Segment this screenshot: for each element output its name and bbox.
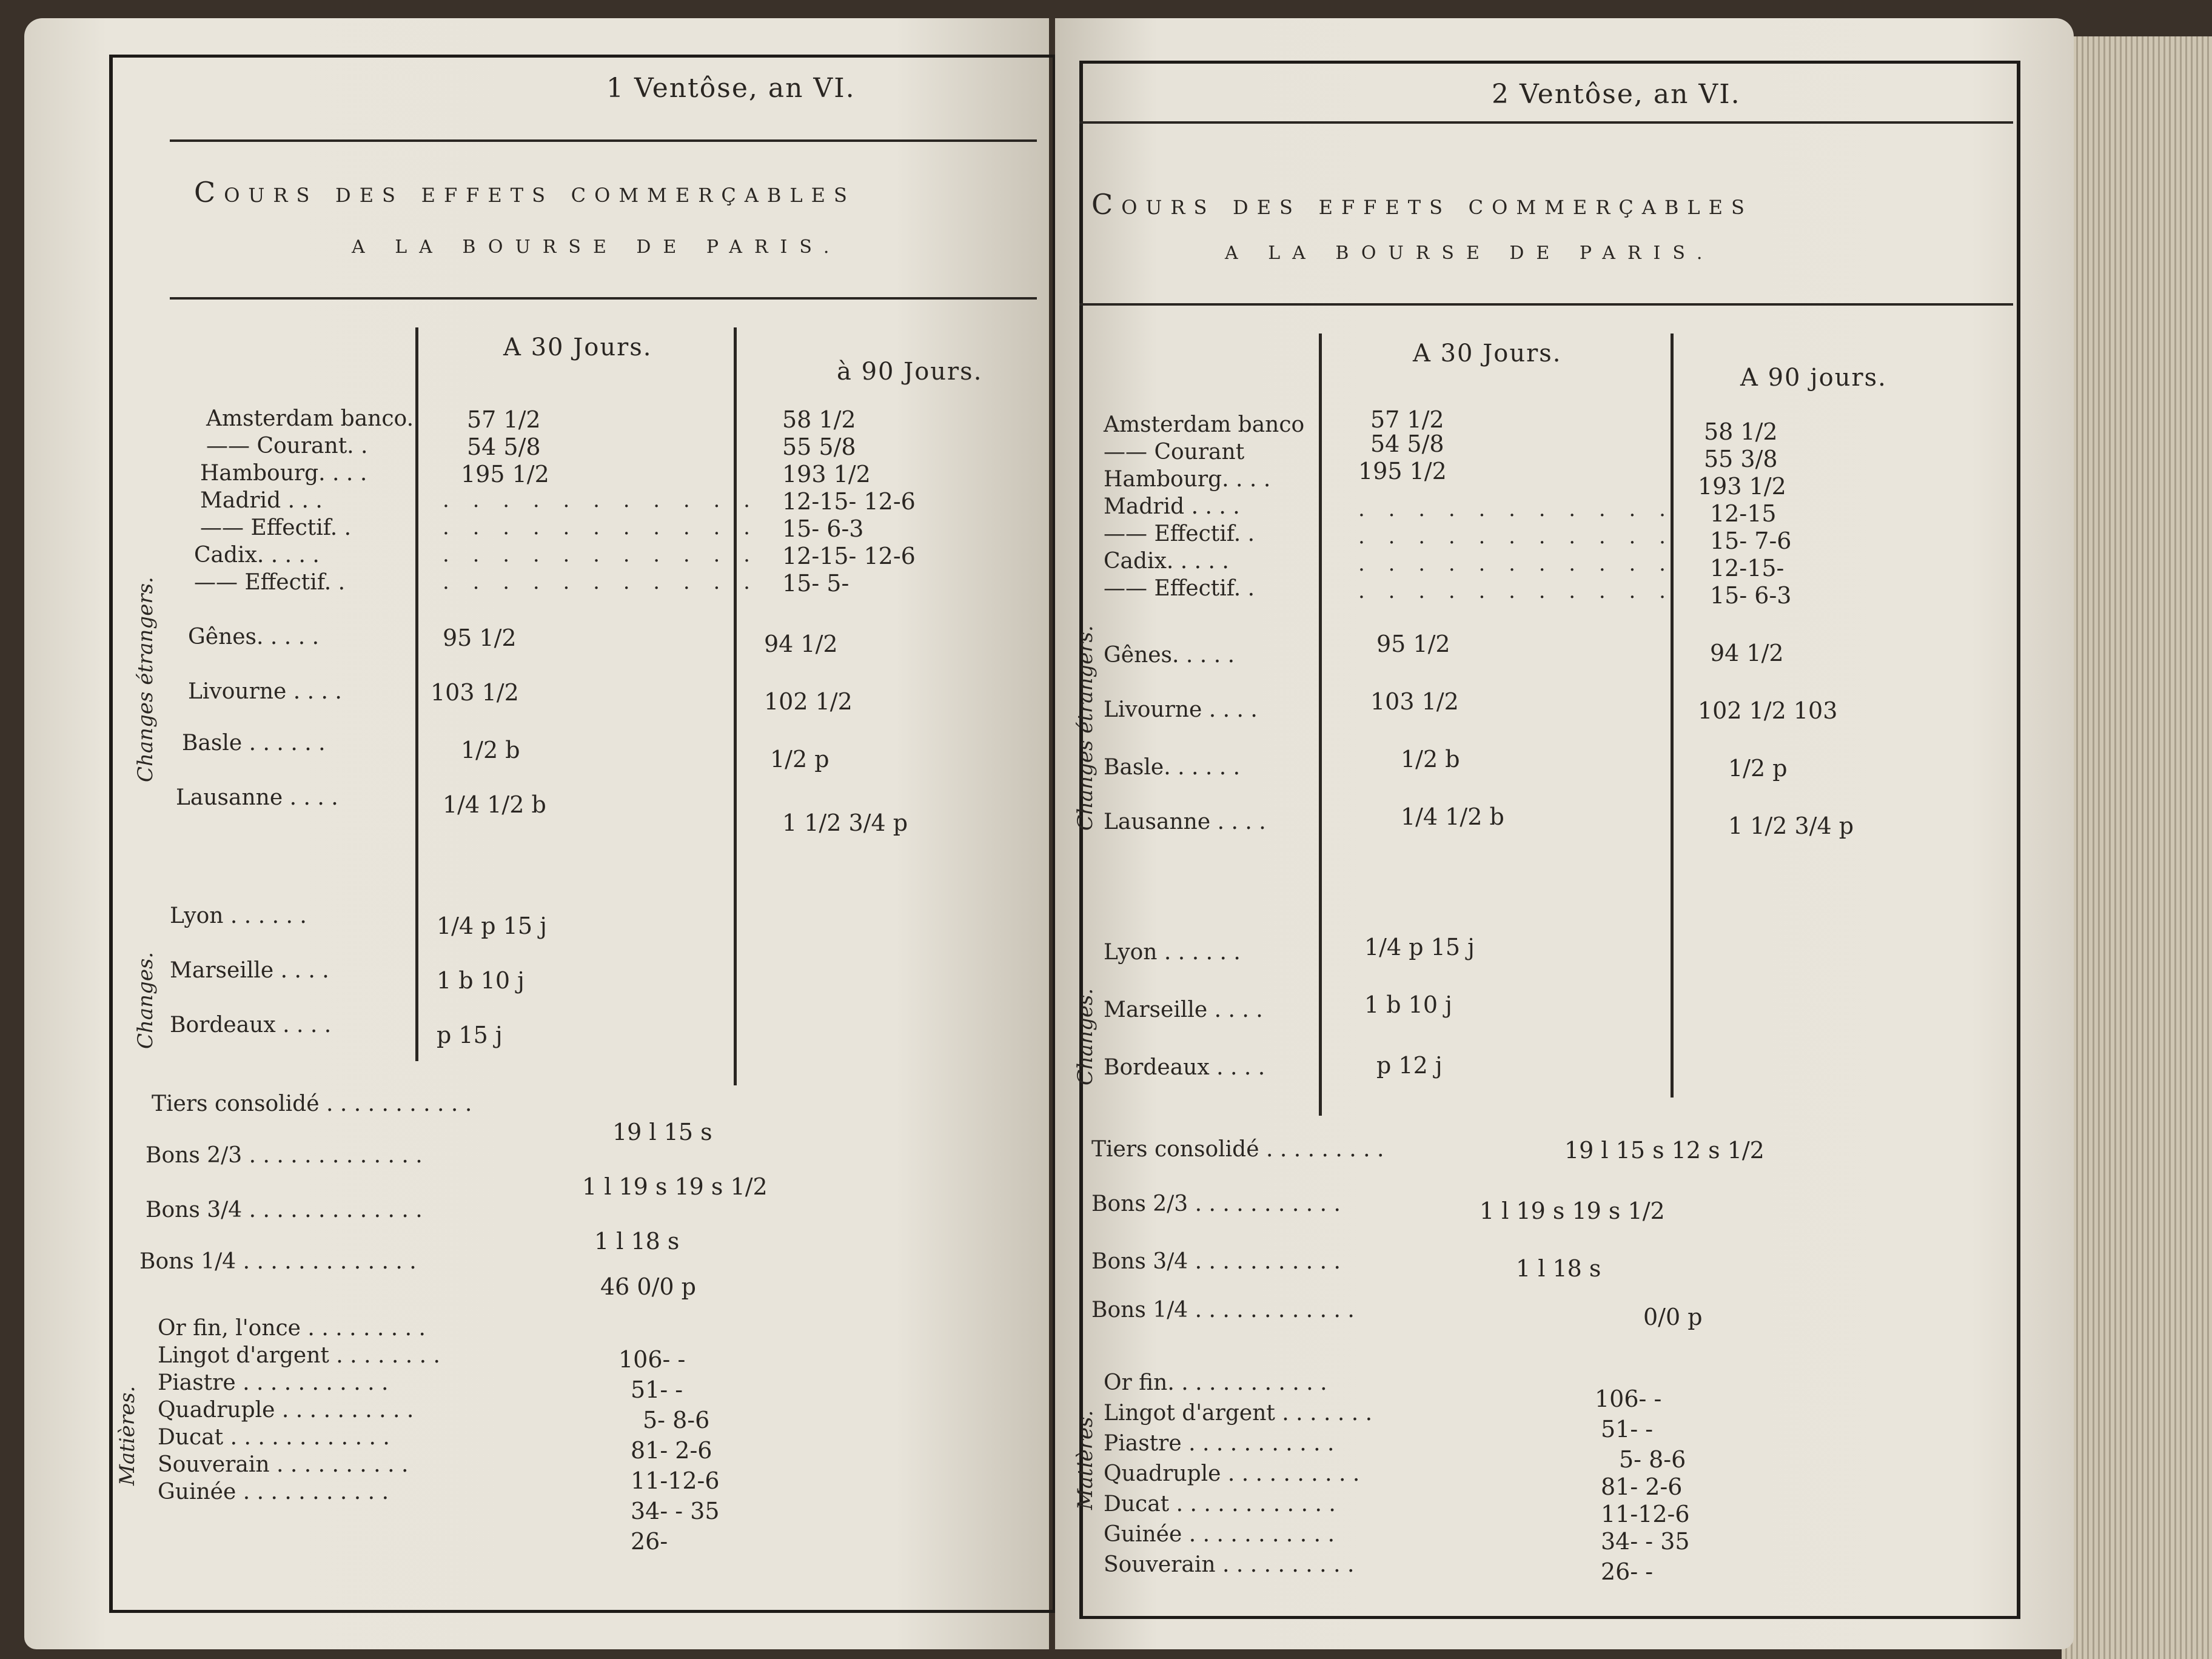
left-page-date: 1 Ventôse, an VI.	[606, 73, 856, 104]
left-row-v90: 12-15- 12-6	[782, 543, 916, 569]
right-row-v90: 102 1/2 103	[1698, 697, 1838, 724]
right-row-v90: 15- 7-6	[1710, 528, 1792, 554]
right-col-30-header: A 30 Jours.	[1413, 340, 1562, 367]
left-row-label: Hambourg. . . .	[200, 461, 367, 486]
left-row-label: —— Effectif. .	[200, 515, 352, 540]
right-domestic-label: Lyon . . . . . .	[1104, 940, 1241, 965]
right-row-v90: 1 1/2 3/4 p	[1728, 813, 1854, 839]
right-row-label: —— Effectif. .	[1104, 576, 1255, 601]
left-metal-value: 51- -	[631, 1376, 683, 1403]
right-row-label: Livourne . . . .	[1104, 697, 1258, 722]
right-row-v90: 12-15-	[1710, 555, 1785, 581]
right-row-label: Basle. . . . . .	[1104, 755, 1241, 780]
left-col-divider-1	[415, 327, 418, 1061]
right-row-v30: . . . . . . . . . . .	[1358, 525, 1674, 549]
right-row-label: Amsterdam banco	[1104, 412, 1305, 437]
right-fund-value: 1 l 19 s 19 s 1/2	[1480, 1198, 1665, 1224]
right-page-subtitle: A LA BOURSE DE PARIS.	[1225, 243, 1715, 264]
right-col-divider-1	[1319, 333, 1322, 1116]
left-row-label: Livourne . . . .	[188, 679, 342, 704]
left-metal-value: 26-	[631, 1528, 668, 1555]
right-row-label: Gênes. . . . .	[1104, 643, 1235, 668]
right-page-date: 2 Ventôse, an VI.	[1492, 79, 1741, 110]
left-row-v90: 15- 5-	[782, 570, 850, 597]
left-row-v90: 1 1/2 3/4 p	[782, 809, 908, 836]
right-domestic-v30: p 12 j	[1376, 1052, 1443, 1079]
right-metal-value: 26- -	[1601, 1558, 1654, 1585]
right-row-v30: 1/2 b	[1401, 746, 1460, 773]
left-row-v30: 1/2 b	[461, 737, 520, 763]
right-row-v90: 12-15	[1710, 500, 1777, 527]
left-metal-value: 34- - 35	[631, 1498, 720, 1524]
left-fund-label: Bons 2/3 . . . . . . . . . . . . .	[146, 1143, 423, 1168]
left-row-v30: 195 1/2	[461, 461, 549, 488]
left-fund-value: 46 0/0 p	[600, 1273, 696, 1300]
left-row-v90: 193 1/2	[782, 461, 871, 488]
left-domestic-label: Lyon . . . . . .	[170, 903, 307, 928]
right-metal-label: Piastre . . . . . . . . . . .	[1104, 1431, 1335, 1456]
left-row-label: Basle . . . . . .	[182, 731, 326, 756]
left-metal-label: Or fin, l'once . . . . . . . . .	[158, 1316, 426, 1341]
left-domestic-label: Marseille . . . .	[170, 958, 329, 983]
left-fund-value: 1 l 18 s	[594, 1228, 680, 1255]
left-row-label: —— Effectif. .	[194, 570, 346, 595]
left-metal-value: 5- 8-6	[643, 1407, 710, 1433]
left-row-v90: 15- 6-3	[782, 515, 864, 542]
right-fund-value: 0/0 p	[1643, 1304, 1703, 1330]
left-col-90-header: à 90 Jours.	[837, 358, 983, 386]
right-group-etrangers: Changes étrangers.	[1073, 625, 1098, 831]
right-metal-label: Lingot d'argent . . . . . . .	[1104, 1401, 1373, 1426]
right-fund-value: 19 l 15 s 12 s 1/2	[1564, 1137, 1765, 1164]
left-row-v90: 55 5/8	[782, 434, 856, 460]
book-page-edges	[2062, 36, 2212, 1659]
right-domestic-v30: 1 b 10 j	[1364, 991, 1452, 1018]
left-group-etrangers: Changes étrangers.	[133, 577, 158, 782]
left-page-subtitle: A LA BOURSE DE PARIS.	[352, 236, 842, 258]
left-row-v30: . . . . . . . . . . .	[443, 488, 759, 512]
right-group-changes: Changes.	[1073, 988, 1098, 1085]
left-row-label: Lausanne . . . .	[176, 785, 338, 810]
right-fund-label: Bons 1/4 . . . . . . . . . . . .	[1091, 1298, 1355, 1322]
right-row-v30: 95 1/2	[1376, 631, 1450, 657]
left-row-v90: 12-15- 12-6	[782, 488, 916, 515]
left-row-v30: 103 1/2	[431, 679, 519, 706]
left-group-matieres: Matières.	[115, 1386, 139, 1486]
right-row-label: Madrid . . . .	[1104, 494, 1240, 519]
left-metal-value: 11-12-6	[631, 1467, 720, 1494]
left-row-v30: 54 5/8	[467, 434, 541, 460]
left-row-v90: 94 1/2	[764, 631, 838, 657]
left-fund-label: Bons 3/4 . . . . . . . . . . . . .	[146, 1198, 423, 1222]
right-metal-value: 106- -	[1595, 1386, 1662, 1412]
right-fund-label: Bons 2/3 . . . . . . . . . . .	[1091, 1191, 1341, 1216]
right-row-v30: 54 5/8	[1370, 431, 1444, 457]
left-fund-value: 19 l 15 s	[612, 1119, 712, 1145]
left-fund-label: Tiers consolidé . . . . . . . . . . .	[152, 1091, 472, 1116]
left-row-v30: 95 1/2	[443, 625, 517, 651]
left-row-v90: 1/2 p	[770, 746, 830, 773]
left-metal-label: Piastre . . . . . . . . . . .	[158, 1370, 389, 1395]
left-metal-label: Ducat . . . . . . . . . . . .	[158, 1425, 390, 1450]
left-page	[24, 18, 1049, 1649]
left-row-v90: 102 1/2	[764, 688, 853, 715]
right-row-v30: . . . . . . . . . . .	[1358, 552, 1674, 576]
left-row-label: —— Courant. .	[206, 434, 368, 458]
right-fund-value: 1 l 18 s	[1516, 1255, 1601, 1282]
left-row-v30: . . . . . . . . . . .	[443, 515, 759, 540]
left-col-divider-2	[734, 327, 737, 1085]
left-metal-label: Souverain . . . . . . . . . .	[158, 1452, 409, 1477]
right-row-v90: 193 1/2	[1698, 473, 1786, 500]
left-group-changes: Changes.	[133, 951, 158, 1049]
right-row-v90: 55 3/8	[1704, 446, 1778, 472]
left-col-30-header: A 30 Jours.	[503, 333, 652, 361]
right-metal-value: 11-12-6	[1601, 1501, 1690, 1527]
right-row-v30: 57 1/2	[1370, 406, 1444, 433]
right-header-rule	[1079, 121, 2013, 124]
right-col-90-header: A 90 jours.	[1740, 364, 1887, 392]
left-row-v30: . . . . . . . . . . .	[443, 570, 759, 594]
right-metal-value: 5- 8-6	[1619, 1446, 1686, 1473]
right-fund-label: Tiers consolidé . . . . . . . . .	[1091, 1137, 1384, 1162]
right-row-v30: . . . . . . . . . . .	[1358, 497, 1674, 521]
left-row-v90: 58 1/2	[782, 406, 856, 433]
right-metal-value: 81- 2-6	[1601, 1473, 1683, 1500]
right-row-v90: 1/2 p	[1728, 755, 1788, 782]
right-title-rule	[1079, 303, 2013, 306]
left-row-label: Cadix. . . . .	[194, 543, 320, 568]
right-metal-label: Or fin. . . . . . . . . . . .	[1104, 1370, 1327, 1395]
right-metal-value: 51- -	[1601, 1416, 1654, 1443]
left-domestic-label: Bordeaux . . . .	[170, 1013, 332, 1037]
left-header-rule	[170, 139, 1037, 142]
left-fund-value: 1 l 19 s 19 s 1/2	[582, 1173, 768, 1200]
left-metal-label: Quadruple . . . . . . . . . .	[158, 1398, 414, 1423]
right-page	[1055, 18, 2074, 1649]
left-row-label: Madrid . . .	[200, 488, 323, 513]
right-row-label: —— Courant	[1104, 440, 1245, 464]
right-row-label: Hambourg. . . .	[1104, 467, 1271, 492]
left-row-v30: 57 1/2	[467, 406, 541, 433]
right-group-matieres: Matières.	[1073, 1410, 1098, 1510]
left-row-label: Gênes. . . . .	[188, 625, 320, 649]
right-row-v90: 58 1/2	[1704, 418, 1778, 445]
left-metal-label: Guinée . . . . . . . . . . .	[158, 1480, 389, 1504]
left-metal-value: 81- 2-6	[631, 1437, 712, 1464]
left-domestic-v30: p 15 j	[437, 1022, 503, 1048]
right-domestic-label: Marseille . . . .	[1104, 997, 1263, 1022]
right-domestic-label: Bordeaux . . . .	[1104, 1055, 1265, 1080]
right-row-label: —— Effectif. .	[1104, 521, 1255, 546]
right-metal-label: Souverain . . . . . . . . . .	[1104, 1552, 1355, 1577]
right-row-label: Cadix. . . . .	[1104, 549, 1229, 574]
left-title-rule	[170, 297, 1037, 300]
right-page-title: Cours des effets commerçables	[1091, 188, 1753, 221]
left-row-v30: . . . . . . . . . . .	[443, 543, 759, 567]
right-metal-label: Quadruple . . . . . . . . . .	[1104, 1461, 1360, 1486]
right-row-v90: 15- 6-3	[1710, 582, 1792, 609]
right-metal-label: Ducat . . . . . . . . . . . .	[1104, 1492, 1336, 1517]
right-fund-label: Bons 3/4 . . . . . . . . . . .	[1091, 1249, 1341, 1274]
left-row-v30: 1/4 1/2 b	[443, 791, 546, 818]
right-col-divider-2	[1671, 333, 1674, 1098]
right-row-label: Lausanne . . . .	[1104, 809, 1266, 834]
left-metal-value: 106- -	[618, 1346, 686, 1373]
right-row-v30: . . . . . . . . . . .	[1358, 579, 1674, 603]
right-domestic-v30: 1/4 p 15 j	[1364, 934, 1475, 960]
right-metal-label: Guinée . . . . . . . . . . .	[1104, 1522, 1335, 1547]
left-fund-label: Bons 1/4 . . . . . . . . . . . . .	[139, 1249, 417, 1274]
right-row-v30: 1/4 1/2 b	[1401, 803, 1504, 830]
left-domestic-v30: 1/4 p 15 j	[437, 913, 547, 939]
left-domestic-v30: 1 b 10 j	[437, 967, 525, 994]
left-page-title: Cours des effets commerçables	[194, 176, 856, 209]
right-row-v90: 94 1/2	[1710, 640, 1784, 666]
left-metal-label: Lingot d'argent . . . . . . . .	[158, 1343, 440, 1368]
right-metal-value: 34- - 35	[1601, 1528, 1690, 1555]
left-row-label: Amsterdam banco.	[206, 406, 414, 431]
right-row-v30: 195 1/2	[1358, 458, 1447, 484]
right-row-v30: 103 1/2	[1370, 688, 1459, 715]
